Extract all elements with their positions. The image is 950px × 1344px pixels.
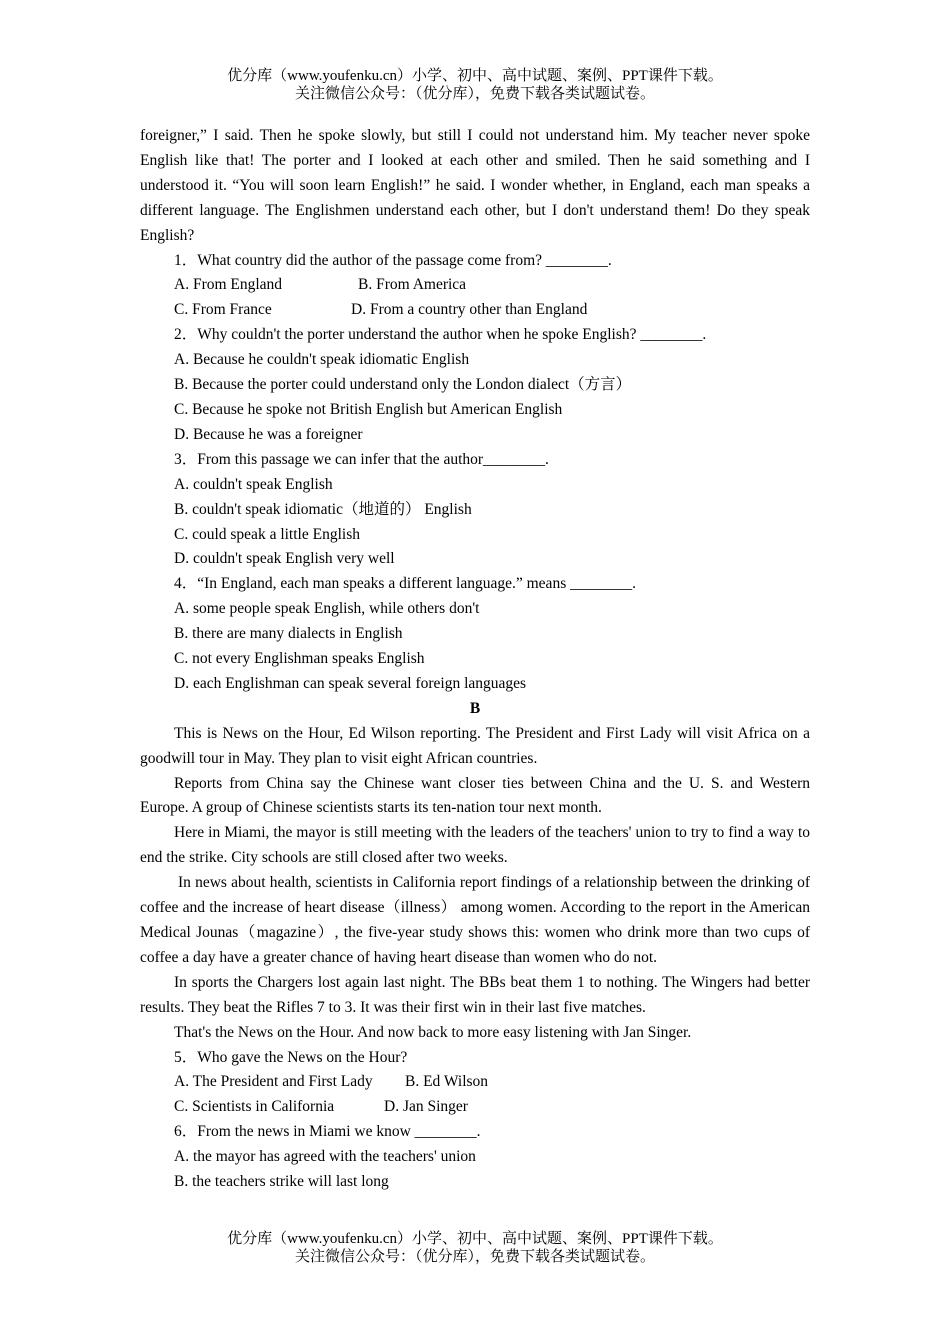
q3-option-d: D. couldn't speak English very well	[174, 550, 395, 568]
q4-option-d: D. each Englishman can speak several foreign languages	[174, 674, 527, 692]
q3-option-b: B. couldn't speak idiomatic（地道的） English	[174, 500, 472, 518]
q2-option-b: B. Because the porter could understand only the London dialect（方言）	[174, 376, 632, 394]
question-2-stem: 2．Why couldn't the porter understand the author when he spoke English? ________.	[174, 326, 707, 344]
footer-line-2: 关注微信公众号：（优分库），免费下载各类试题试卷。	[294, 1249, 655, 1265]
q4-option-b: B. there are many dialects in English	[174, 625, 403, 643]
passage-b-paragraph-5: In sports the Chargers lost again last night. The BBs beat them 1 to nothing. The Wingers had better results. They beat the Rifles 7 to 3. It was their first win in their last five matches.	[140, 973, 810, 1016]
passage-b-paragraph-2: Reports from China say the Chinese want closer ties between China and the U. S. and Western Europe. A group of Chinese scientists starts its ten-nation tour next month.	[140, 774, 810, 817]
q1-option-d: D. From a country other than England	[351, 301, 588, 319]
passage-b-paragraph-1: This is News on the Hour, Ed Wilson reporting. The President and First Lady will visit Africa on a goodwill tour in May. They plan to visit eight African countries.	[140, 724, 810, 767]
q5-option-a: A. The President and First Lady	[174, 1073, 373, 1091]
question-1-options-cd	[140, 298, 810, 323]
header-line-2: 关注微信公众号：（优分库），免费下载各类试题试卷。	[294, 86, 655, 102]
page-content	[140, 124, 810, 1195]
q1-option-a: A. From England	[174, 276, 283, 294]
passage-b-paragraph-3: Here in Miami, the mayor is still meeting with the leaders of the teachers' union to try to find a way to end the strike. City schools are still closed after two weeks.	[140, 824, 810, 867]
q4-option-c: C. not every Englishman speaks English	[174, 650, 425, 668]
question-4-stem: 4．“In England, each man speaks a different language.” means ________.	[174, 575, 636, 593]
question-5-stem: 5．Who gave the News on the Hour?	[174, 1048, 408, 1066]
q1-option-b: B. From America	[358, 276, 467, 294]
passage-b-paragraph-6: That's the News on the Hour. And now back to more easy listening with Jan Singer.	[174, 1023, 692, 1041]
section-b-heading: B	[469, 699, 481, 717]
q3-option-c: C. could speak a little English	[174, 525, 360, 543]
q2-option-a: A. Because he couldn't speak idiomatic English	[174, 351, 470, 369]
q1-option-c: C. From France	[174, 301, 272, 319]
passage-b-paragraph-4: In news about health, scientists in California report findings of a relationship between the drinking of coffee and the increase of heart disease（illness） among women. According to the report in the American Medical Jounas（magazine）, the five-year study shows this: women who drink more than two cups of coffee a day have a greater chance of having heart disease than women who do not.	[140, 874, 810, 966]
question-1-stem: 1．What country did the author of the passage come from? ________.	[174, 251, 612, 269]
q6-option-a: A. the mayor has agreed with the teachers' union	[174, 1148, 476, 1166]
passage-a-end: foreigner,” I said. Then he spoke slowly, but still I could not understand him. My teacher never spoke English like that! The porter and I looked at each other and smiled. Then he said something and I understood it. “You will soon learn English!” he said. I wonder whether, in England, each man speaks a different language. The Englishmen understand each other, but I don't understand them! Do they speak English?	[140, 127, 810, 244]
page-header	[0, 67, 950, 103]
question-5-options-ab	[140, 1070, 810, 1095]
q5-option-d: D. Jan Singer	[384, 1098, 468, 1116]
footer-line-1: 优分库（www.youfenku.cn）小学、初中、高中试题、案例、PPT课件下载。	[227, 1231, 723, 1247]
q5-option-c: C. Scientists in California	[174, 1098, 335, 1116]
q4-option-a: A. some people speak English, while others don't	[174, 600, 480, 618]
q6-option-b: B. the teachers strike will last long	[174, 1173, 389, 1191]
question-3-stem: 3．From this passage we can infer that the author________.	[174, 450, 549, 468]
q3-option-a: A. couldn't speak English	[174, 475, 333, 493]
q5-option-b: B. Ed Wilson	[405, 1073, 489, 1091]
q2-option-d: D. Because he was a foreigner	[174, 425, 363, 443]
question-1-options-ab	[140, 273, 810, 298]
page-footer	[0, 1230, 950, 1266]
header-line-1: 优分库（www.youfenku.cn）小学、初中、高中试题、案例、PPT课件下载。	[227, 68, 723, 84]
q2-option-c: C. Because he spoke not British English but American English	[174, 400, 563, 418]
question-5-options-cd	[140, 1095, 810, 1120]
question-6-stem: 6．From the news in Miami we know ________.	[174, 1123, 481, 1141]
